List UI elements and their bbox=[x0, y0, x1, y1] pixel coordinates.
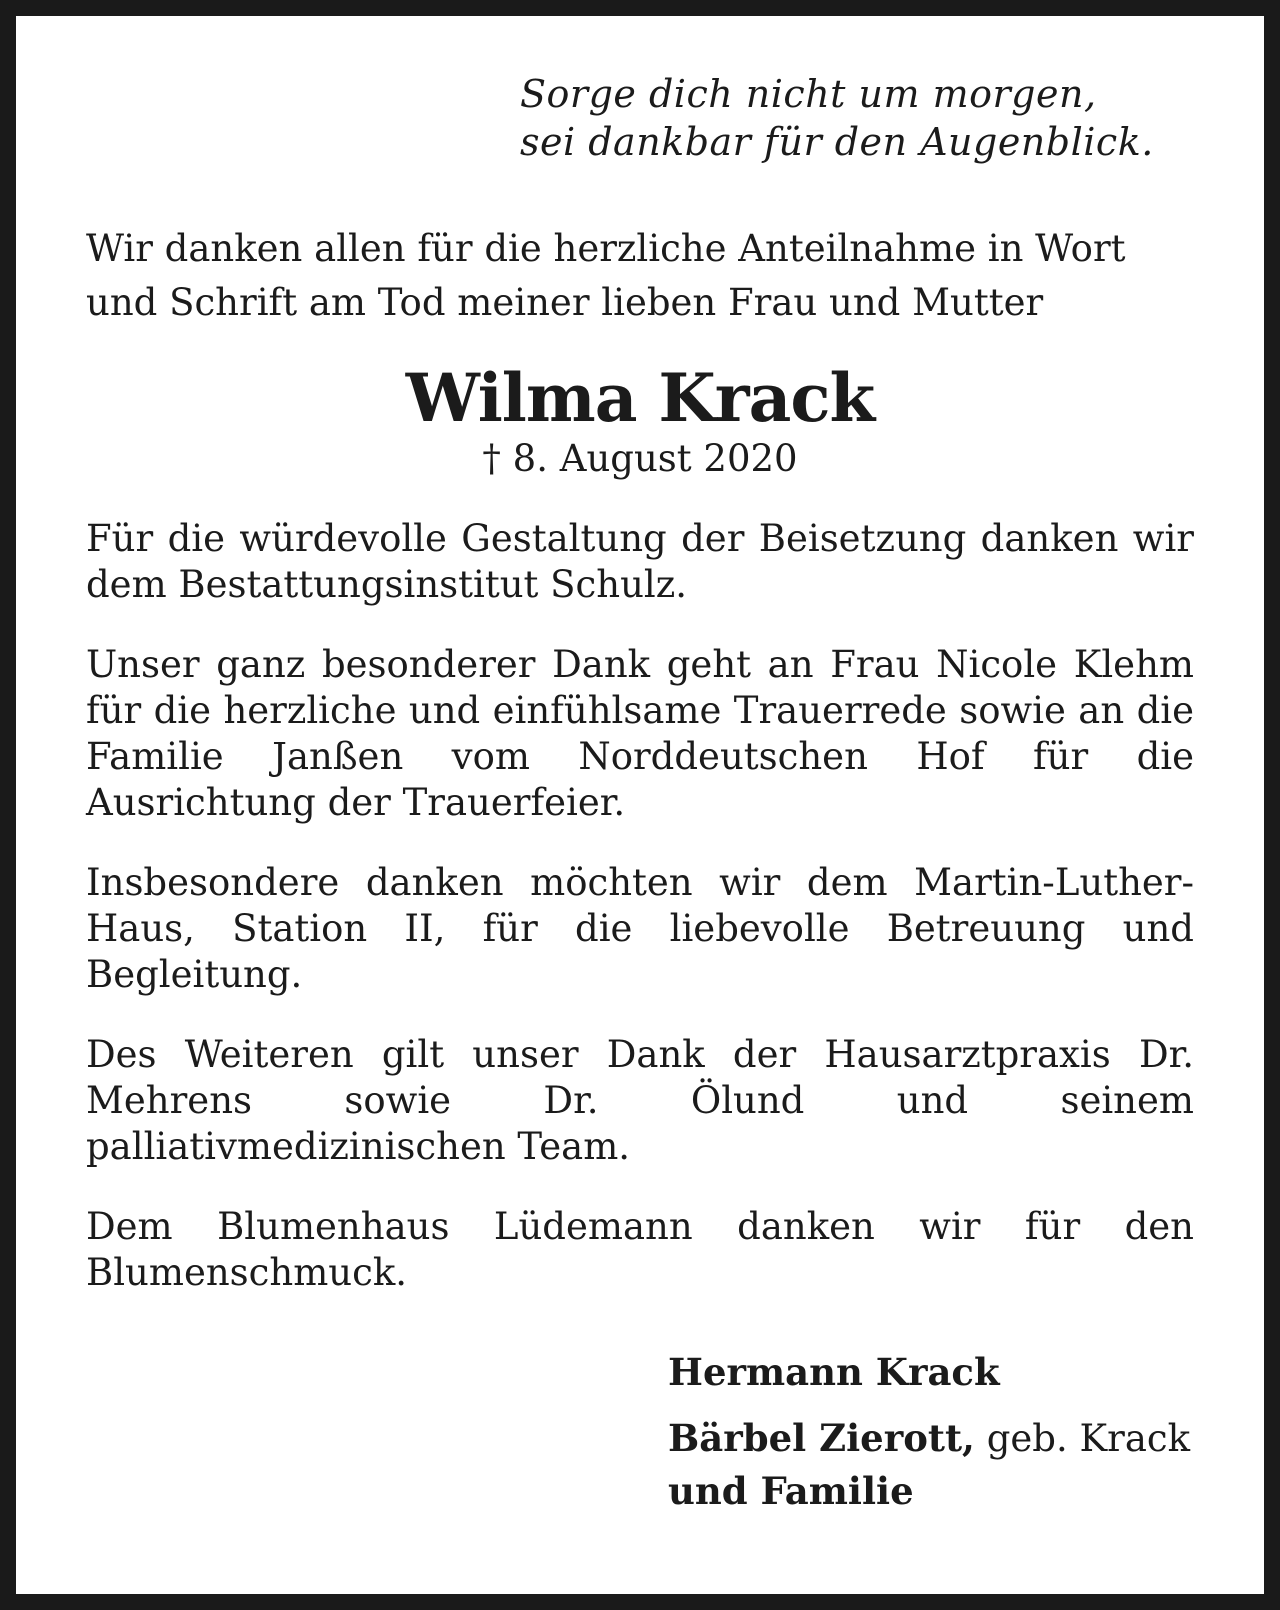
motto-line-2: sei dankbar für den Augenblick. bbox=[520, 120, 1154, 164]
signature-baerbel-maiden: geb. Krack bbox=[974, 1417, 1191, 1460]
signature-baerbel-name: Bärbel Zierott, bbox=[668, 1416, 975, 1460]
signatures bbox=[668, 1346, 1194, 1517]
thanks-paragraph-flowers: Dem Blumenhaus Lüdemann danken wir für den Blumenschmuck. bbox=[86, 1205, 1194, 1294]
motto-quote bbox=[520, 70, 1194, 166]
signature-hermann: Hermann Krack bbox=[668, 1350, 1000, 1394]
intro-text: Wir danken allen für die herzliche Anteilnahme in Wort und Schrift am Tod meiner lieben Frau und Mutter bbox=[86, 227, 1126, 324]
thanks-paragraph-speech: Unser ganz besonderer Dank geht an Frau Nicole Klehm für die herzliche und einfühlsame Trauerrede sowie an die Familie Janßen vom Norddeutschen Hof für die Ausrichtung der Trauerfeier. bbox=[86, 643, 1194, 824]
obituary-notice bbox=[86, 70, 1194, 1517]
signature-baerbel bbox=[668, 1412, 1194, 1465]
thanks-paragraph-doctors: Des Weiteren gilt unser Dank der Hausarztpraxis Dr. Mehrens sowie Dr. Ölund und seinem palliativmedizinischen Team. bbox=[86, 1033, 1194, 1168]
motto-line-1: Sorge dich nicht um morgen, bbox=[520, 72, 1097, 116]
thanks-paragraph-funeral: Für die würdevolle Gestaltung der Beisetzung danken wir dem Bestattungsinstitut Schulz. bbox=[86, 517, 1194, 606]
signature-family: und Familie bbox=[668, 1469, 914, 1513]
deceased-name: Wilma Krack bbox=[405, 359, 875, 437]
death-date: † 8. August 2020 bbox=[482, 437, 798, 480]
thanks-paragraph-care: Insbesondere danken möchten wir dem Martin-Luther-Haus, Station II, für die liebevolle Betreuung und Begleitung. bbox=[86, 861, 1194, 996]
